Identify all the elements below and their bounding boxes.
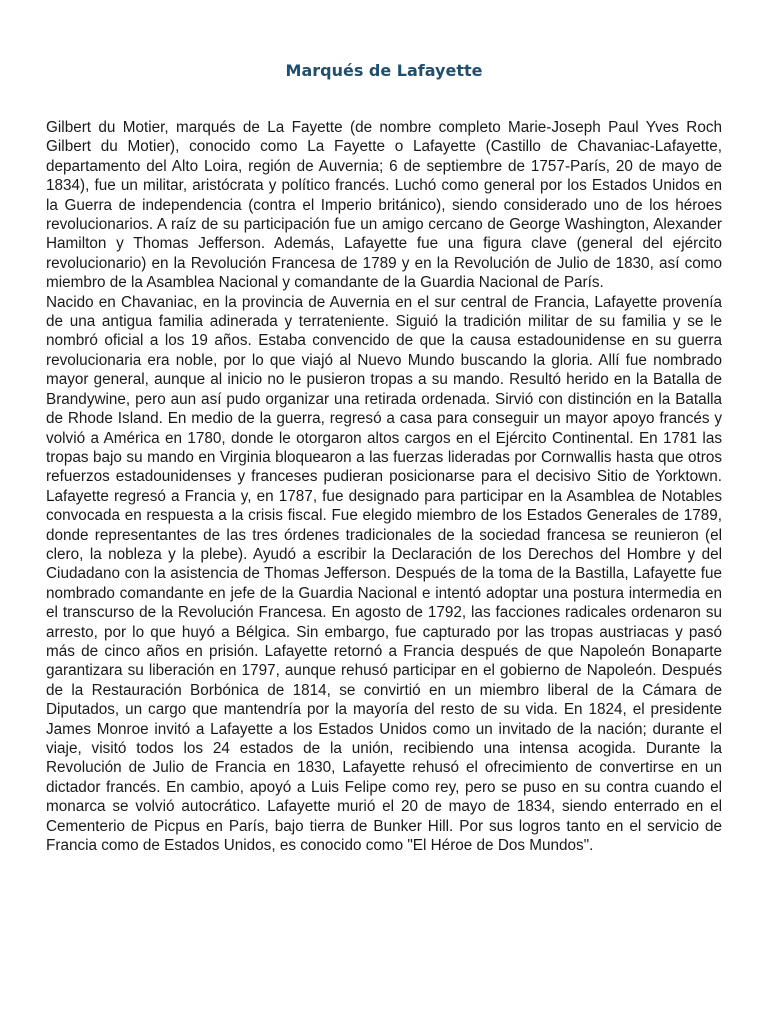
- document-title: Marqués de Lafayette: [285, 61, 483, 80]
- paragraph-intro: Gilbert du Motier, marqués de La Fayette (de nombre completo Marie-Joseph Paul Yves Roch Gilbert du Motier), conocido como La Fayette o Lafayette (Castillo de Chavaniac-Lafayette, departamento del Alto Loira, región de Auvernia; 6 de septiembre de 1757-París, 20 de mayo de 1834), fue un militar, aristócrata y político francés. Luchó como general por los Estados Unidos en la Guerra de independencia (contra el Imperio británico), siendo considerado uno de los héroes revolucionarios. A raíz de su participación fue un amigo cercano de George Washington, Alexander Hamilton y Thomas Jefferson. Además, Lafayette fue una figura clave (general del ejército revolucionario) en la Revolución Francesa de 1789 y en la Revolución de Julio de 1830, así como miembro de la Asamblea Nacional y comandante de la Guardia Nacional de París.: [46, 119, 722, 292]
- paragraph-biography: Nacido en Chavaniac, en la provincia de Auvernia en el sur central de Francia, Lafayette provenía de una antigua familia adinerada y terrateniente. Siguió la tradición militar de su familia y se le nombró oficial a los 19 años. Estaba convencido de que la causa estadounidense en su guerra revolucionaria era noble, por lo que viajó al Nuevo Mundo buscando la gloria. Allí fue nombrado mayor general, aunque al inicio no le pusieron tropas a su mando. Resultó herido en la Batalla de Brandywine, pero aun así pudo organizar una retirada ordenada. Sirvió con distinción en la Batalla de Rhode Island. En medio de la guerra, regresó a casa para conseguir un mayor apoyo francés y volvió a América en 1780, donde le otorgaron altos cargos en el Ejército Continental. En 1781 las tropas bajo su mando en Virginia bloquearon a las fuerzas lideradas por Cornwallis hasta que otros refuerzos estadounidenses y franceses pudieran posicionarse para el decisivo Sitio de Yorktown. Lafayette regresó a Francia y, en 1787, fue designado para participar en la Asamblea de Notables convocada en respuesta a la crisis fiscal. Fue elegido miembro de los Estados Generales de 1789, donde representantes de las tres órdenes tradicionales de la sociedad francesa se reunieron (el clero, la nobleza y la plebe). Ayudó a escribir la Declaración de los Derechos del Hombre y del Ciudadano con la asistencia de Thomas Jefferson. Después de la toma de la Bastilla, Lafayette fue nombrado comandante en jefe de la Guardia Nacional e intentó adoptar una postura intermedia en el transcurso de la Revolución Francesa. En agosto de 1792, las facciones radicales ordenaron su arresto, por lo que huyó a Bélgica. Sin embargo, fue capturado por las tropas austriacas y pasó más de cinco años en prisión. Lafayette retornó a Francia después de que Napoleón Bonaparte garantizara su liberación en 1797, aunque rehusó participar en el gobierno de Napoleón. Después de la Restauración Borbónica de 1814, se convirtió en un miembro liberal de la Cámara de Diputados, un cargo que mantendría por la mayoría del resto de su vida. En 1824, el presidente James Monroe invitó a Lafayette a los Estados Unidos como un invitado de la nación; durante el viaje, visitó todos los 24 estados de la unión, recibiendo una intensa acogida. Durante la Revolución de Julio de Francia en 1830, Lafayette rehusó el ofrecimiento de convertirse en un dictador francés. En cambio, apoyó a Luis Felipe como rey, pero se puso en su contra cuando el monarca se volvió autocrático. Lafayette murió el 20 de mayo de 1834, siendo enterrado en el Cementerio de Picpus en París, bajo tierra de Bunker Hill. Por sus logros tanto en el servicio de Francia como de Estados Unidos, es conocido como "El Héroe de Dos Mundos".: [46, 293, 722, 855]
- document-body: [46, 118, 722, 855]
